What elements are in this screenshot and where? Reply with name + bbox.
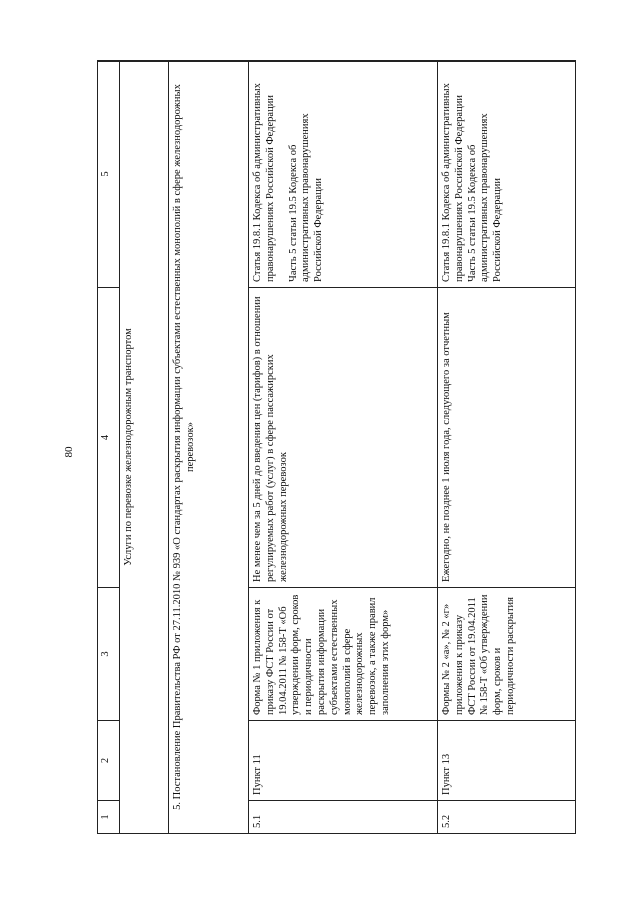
- row-deadline: Ежегодно, не позднее 1 июля года, следующего за отчетным: [438, 288, 576, 588]
- rotated-table-container: [97, 61, 576, 834]
- row-form: Формы № 2 «а», № 2 «г» приложения к приказу ФСТ России от 19.04.2011 № 158-Т «Об утверждении форм, сроков и периодичности раскрытия: [438, 588, 576, 721]
- regulation-table-frame: [97, 61, 576, 834]
- row-deadline: Не менее чем за 5 дней до введения цен (тарифов) в отношении регулируемых работ (услуг) в сфере пассажирских железнодорожных перевозок: [249, 288, 438, 588]
- table-row: [438, 61, 576, 834]
- header-cell: 5: [98, 61, 120, 288]
- section-title: Услуги по перевозке железнодорожным транспортом: [120, 61, 169, 834]
- liability-text: Статья 19.8.1 Кодекса об административных правонарушениях Российской Федерации: [441, 83, 465, 282]
- row-number: 5.2: [438, 801, 576, 834]
- header-cell: 4: [98, 288, 120, 588]
- row-liability: [249, 61, 438, 288]
- regulation-table: [97, 60, 576, 834]
- regulation-title-row: [168, 61, 248, 834]
- row-liability: [438, 61, 576, 288]
- table-header-row: [98, 61, 120, 834]
- row-item: Пункт 11: [249, 721, 438, 801]
- row-form: Форма № 1 приложения к приказу ФСТ России от 19.04.2011 № 158-Т «Об утверждении форм, сроков и периодичности раскрытия информации субъектами естественных монополий в сфере железнодорожных перевозок, а также правил заполнения этих форм»: [249, 588, 438, 721]
- header-cell: 2: [98, 721, 120, 801]
- header-cell: 1: [98, 801, 120, 834]
- liability-text: Часть 5 статьи 19.5 Кодекса об административных правонарушениях Российской Федерации: [466, 113, 504, 282]
- regulation-title: 5. Постановление Правительства РФ от 27.11.2010 № 939 «О стандартах раскрытия информации субъектами естественных монополий в сфере железнодорожных перевозок»: [168, 61, 248, 834]
- row-item: Пункт 13: [438, 721, 576, 801]
- section-title-row: [120, 61, 169, 834]
- page-number: 80: [63, 446, 75, 458]
- table-row: [249, 61, 438, 834]
- row-number: 5.1: [249, 801, 438, 834]
- header-cell: 3: [98, 588, 120, 721]
- liability-text: Статья 19.8.1 Кодекса об административных правонарушениях Российской Федерации: [252, 83, 276, 282]
- liability-text: Часть 5 статьи 19.5 Кодекса об административных правонарушениях Российской Федерации: [287, 113, 325, 282]
